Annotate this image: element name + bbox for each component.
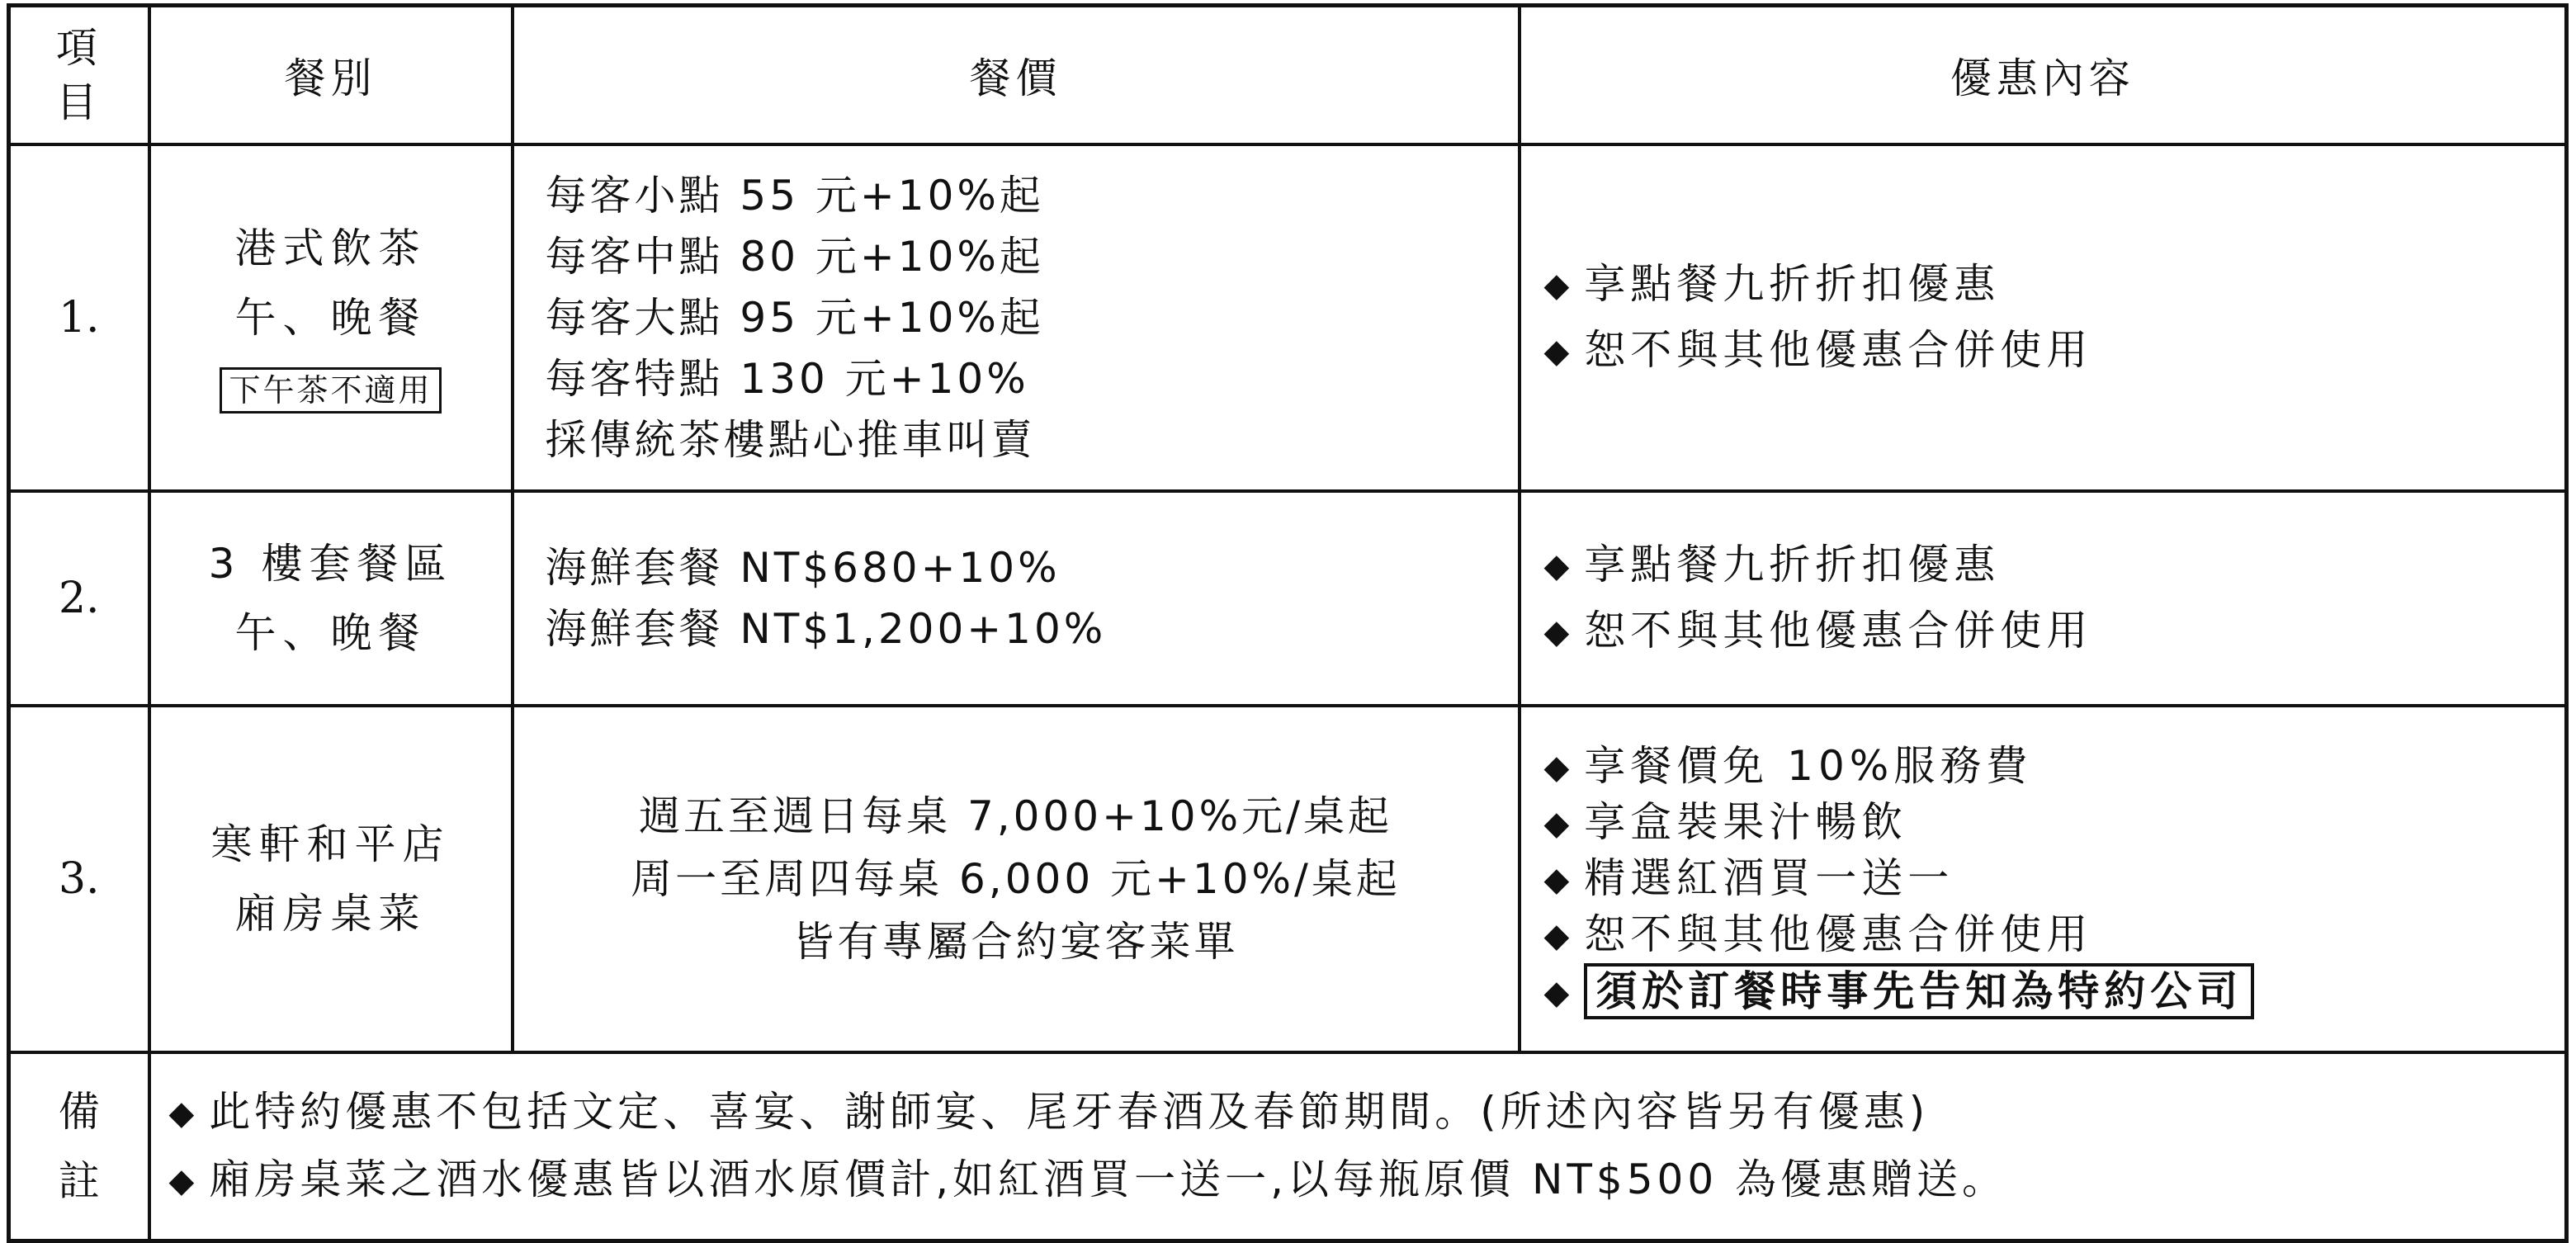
header-price: 餐價 bbox=[513, 6, 1520, 145]
perk-text: 恕不與其他優惠合併使用 bbox=[1584, 607, 2093, 655]
diamond-bullet-icon: ◆ bbox=[1543, 804, 1570, 843]
meal-cell bbox=[149, 706, 513, 1052]
meal-cell bbox=[149, 491, 513, 706]
price-line: 周一至周四每桌 6,000 元+10%/桌起 bbox=[631, 855, 1401, 903]
perk-item bbox=[1544, 532, 2565, 598]
diamond-bullet-icon: ◆ bbox=[1543, 333, 1570, 371]
price-line: 每客大點 95 元+10%起 bbox=[545, 294, 1044, 342]
perk-item bbox=[1544, 252, 2565, 318]
header-item bbox=[9, 6, 149, 145]
meal-line: 午、晚餐 bbox=[234, 609, 427, 657]
meal-line: 港式飲茶 bbox=[234, 224, 427, 272]
note-text: 此特約優惠不包括文定、喜宴、謝師宴、尾牙春酒及春節期間。(所述內容皆另有優惠) bbox=[209, 1087, 1930, 1136]
perk-text: 精選紅酒買一送一 bbox=[1584, 853, 1954, 902]
not-applicable-badge: 下午茶不適用 bbox=[220, 367, 441, 414]
boxed-perk-text: 須於訂餐時事先告知為特約公司 bbox=[1584, 963, 2254, 1019]
diamond-bullet-icon: ◆ bbox=[1543, 973, 1570, 1012]
perk-item bbox=[1544, 907, 2565, 963]
perk-text: 享餐價免 10%服務費 bbox=[1584, 741, 2033, 790]
note-text: 廂房桌菜之酒水優惠皆以酒水原價計,如紅酒買一送一,以每瓶原價 NT$500 為優惠贈送。 bbox=[209, 1155, 2008, 1203]
row-index: 1. bbox=[9, 144, 149, 491]
header-row bbox=[9, 6, 2567, 145]
perk-item bbox=[1544, 963, 2565, 1020]
header-item-line1: 項 bbox=[55, 24, 102, 72]
diamond-bullet-icon: ◆ bbox=[168, 1161, 195, 1200]
diamond-bullet-icon: ◆ bbox=[1543, 547, 1570, 585]
diamond-bullet-icon: ◆ bbox=[1543, 748, 1570, 787]
table-row bbox=[9, 144, 2567, 491]
perk-item bbox=[1544, 851, 2565, 907]
price-line: 每客小點 55 元+10%起 bbox=[545, 172, 1044, 220]
diamond-bullet-icon: ◆ bbox=[1543, 916, 1570, 955]
price-cell bbox=[513, 144, 1520, 491]
row-index: 2. bbox=[9, 491, 149, 706]
price-line: 週五至週日每桌 7,000+10%元/桌起 bbox=[639, 792, 1392, 840]
perk-text: 恕不與其他優惠合併使用 bbox=[1584, 326, 2093, 374]
notes-label-line2: 註 bbox=[58, 1156, 100, 1205]
diamond-bullet-icon: ◆ bbox=[1543, 267, 1570, 305]
perk-text: 享點餐九折折扣優惠 bbox=[1584, 541, 2001, 588]
note-item bbox=[169, 1079, 2565, 1146]
price-line: 海鮮套餐 NT$680+10% bbox=[545, 544, 1061, 592]
perk-text: 享點餐九折折扣優惠 bbox=[1584, 260, 2001, 308]
price-cell bbox=[513, 706, 1520, 1052]
notes-label bbox=[9, 1052, 149, 1241]
meal-line: 午、晚餐 bbox=[234, 294, 427, 342]
table-row bbox=[9, 491, 2567, 706]
price-line: 每客特點 130 元+10% bbox=[545, 355, 1029, 403]
notes-label-line1: 備 bbox=[58, 1087, 100, 1136]
offer-cell bbox=[1520, 491, 2567, 706]
price-line: 採傳統茶樓點心推車叫賣 bbox=[545, 416, 1036, 464]
price-line: 皆有專屬合約宴客菜單 bbox=[792, 918, 1239, 966]
offer-document bbox=[7, 3, 2569, 1236]
notes-cell bbox=[149, 1052, 2567, 1241]
offer-cell bbox=[1520, 144, 2567, 491]
perk-text: 享盒裝果汁暢飲 bbox=[1584, 797, 1908, 846]
header-meal: 餐別 bbox=[149, 6, 513, 145]
header-item-line2: 目 bbox=[55, 78, 102, 126]
diamond-bullet-icon: ◆ bbox=[168, 1094, 195, 1132]
price-line: 每客中點 80 元+10%起 bbox=[545, 233, 1044, 281]
table-row bbox=[9, 706, 2567, 1052]
meal-cell bbox=[149, 144, 513, 491]
meal-line: 廂房桌菜 bbox=[234, 890, 427, 938]
meal-line: 3 樓套餐區 bbox=[208, 540, 453, 588]
notes-row bbox=[9, 1052, 2567, 1241]
diamond-bullet-icon: ◆ bbox=[1543, 860, 1570, 899]
price-line: 海鮮套餐 NT$1,200+10% bbox=[545, 605, 1107, 653]
note-item bbox=[169, 1146, 2565, 1214]
meal-line: 寒軒和平店 bbox=[210, 820, 451, 868]
perk-item bbox=[1544, 598, 2565, 664]
offers-table bbox=[7, 3, 2569, 1243]
price-cell bbox=[513, 491, 1520, 706]
row-index: 3. bbox=[9, 706, 149, 1052]
offer-cell bbox=[1520, 706, 2567, 1052]
diamond-bullet-icon: ◆ bbox=[1543, 613, 1570, 651]
perk-item bbox=[1544, 795, 2565, 851]
header-offer: 優惠內容 bbox=[1520, 6, 2567, 145]
perk-item bbox=[1544, 318, 2565, 384]
perk-text: 恕不與其他優惠合併使用 bbox=[1584, 910, 2093, 958]
perk-item bbox=[1544, 739, 2565, 795]
